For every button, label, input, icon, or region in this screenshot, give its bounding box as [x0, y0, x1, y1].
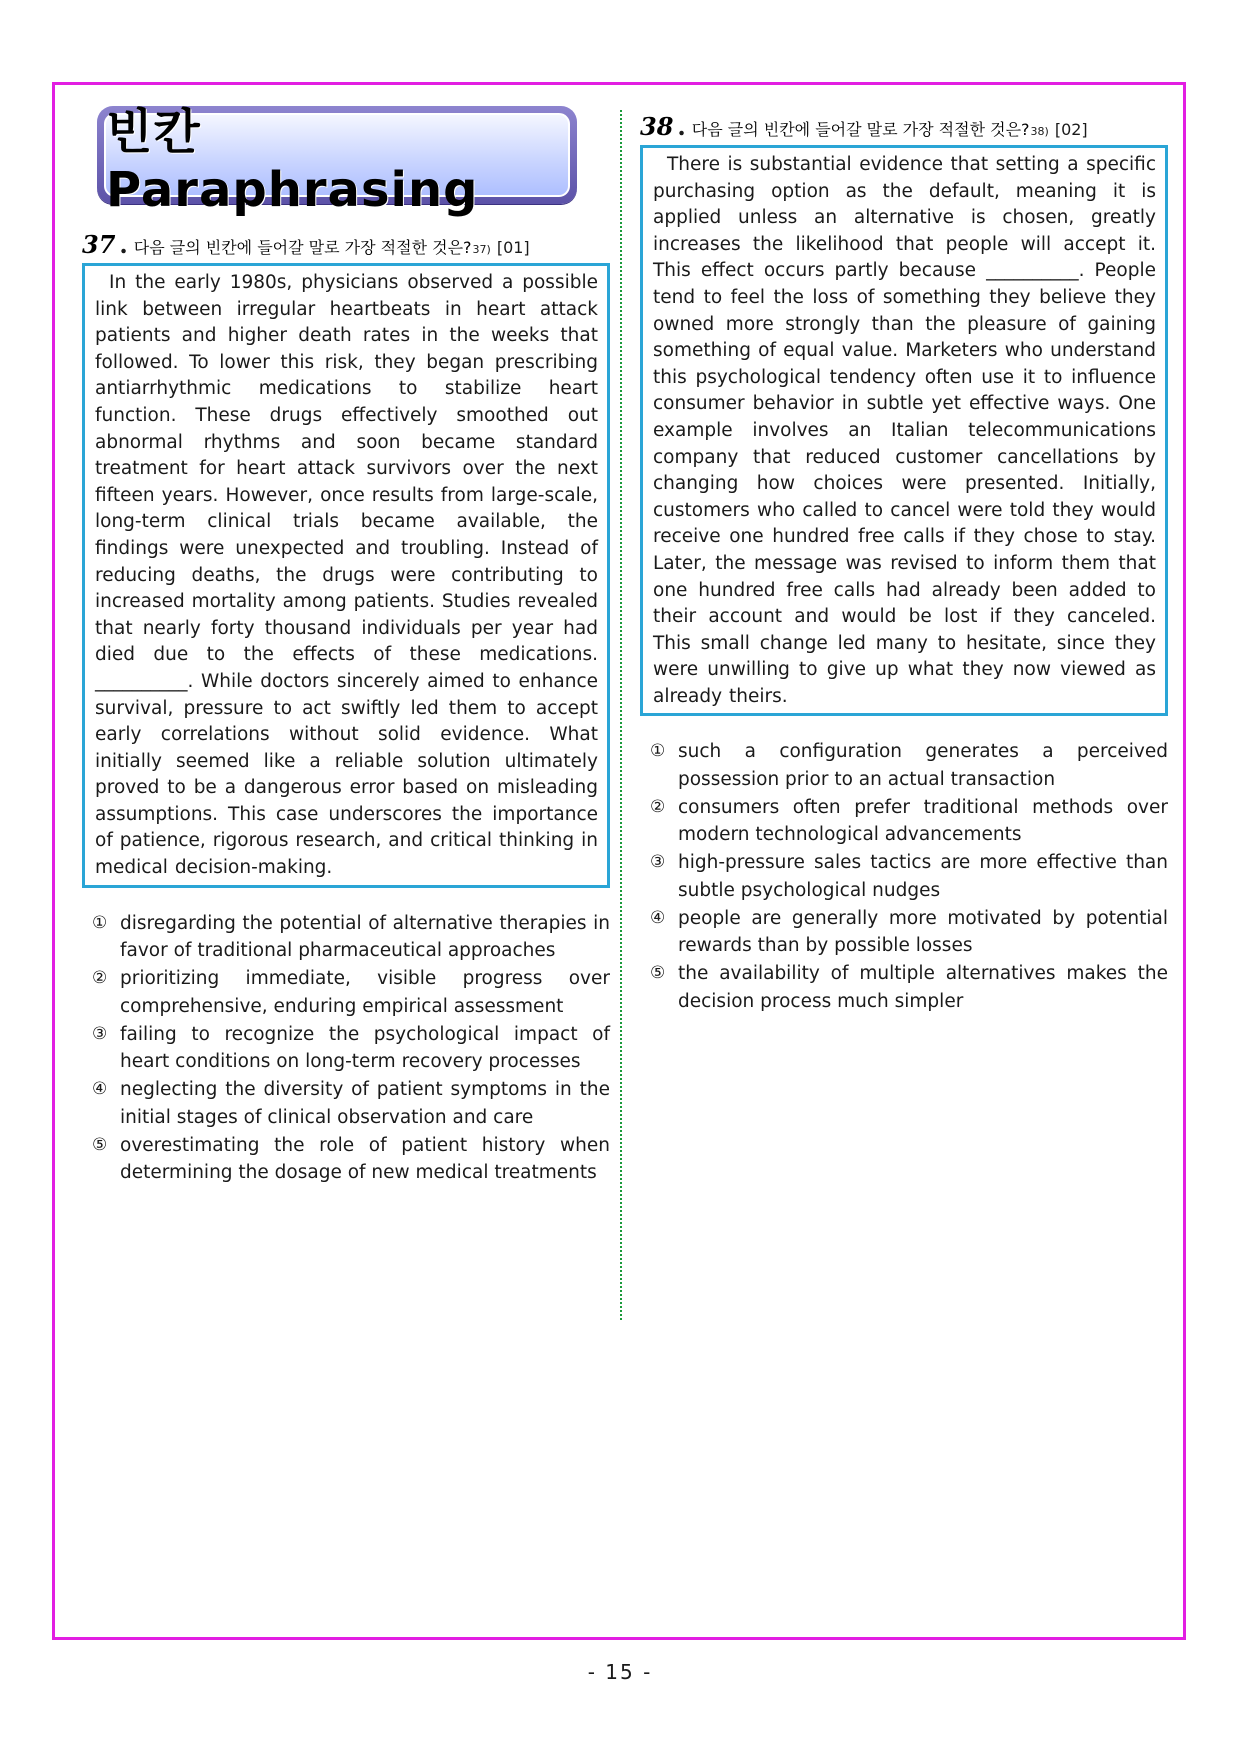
choice-item[interactable] [650, 905, 1168, 960]
choice-item[interactable] [650, 960, 1168, 1015]
question-38-footnote: 38) [1030, 125, 1049, 138]
choice-text: people are generally more motivated by potential rewards than by possible losses [678, 907, 1168, 957]
choice-item[interactable] [92, 1132, 610, 1187]
question-37-dot: . [119, 230, 128, 259]
choice-text: overestimating the role of patient history when determining the dosage of new medical treatments [120, 1134, 610, 1184]
choice-item[interactable] [92, 1076, 610, 1131]
choice-text: disregarding the potential of alternative therapies in favor of traditional pharmaceutical approaches [120, 912, 610, 962]
left-column [82, 103, 610, 1187]
question-37-number: 37 [82, 230, 116, 259]
choice-mark: ② [650, 796, 666, 817]
question-38-prompt: 다음 글의 빈칸에 들어갈 말로 가장 적절한 것은? [691, 120, 1030, 139]
choice-mark: ⑤ [650, 963, 666, 984]
choice-mark: ① [92, 912, 108, 933]
choice-mark: ① [650, 741, 666, 762]
choice-text: consumers often prefer traditional methods over modern technological advancements [678, 796, 1168, 846]
choice-mark: ⑤ [92, 1134, 108, 1155]
question-37-choices [82, 910, 610, 1187]
choice-item[interactable] [650, 849, 1168, 904]
choice-item[interactable] [650, 738, 1168, 793]
question-37-footnote: 37) [472, 243, 491, 256]
question-38-dot: . [677, 112, 686, 141]
choice-item[interactable] [92, 910, 610, 965]
choice-text: high-pressure sales tactics are more effective than subtle psychological nudges [678, 852, 1168, 901]
question-37-passage-box [82, 263, 610, 888]
question-38-number: 38 [640, 112, 674, 141]
choice-mark: ④ [650, 907, 666, 928]
choice-mark: ② [92, 968, 108, 989]
right-column [640, 112, 1168, 1016]
question-38-code: [02] [1054, 120, 1088, 139]
page-number: - 15 - [587, 1660, 653, 1684]
choice-item[interactable] [92, 965, 610, 1020]
choice-mark: ③ [92, 1023, 108, 1044]
choice-text: prioritizing immediate, visible progress over comprehensive, enduring empirical assessment [120, 968, 610, 1017]
question-38-choices [640, 738, 1168, 1015]
choice-text: the availability of multiple alternatives makes the decision process much simpler [678, 963, 1168, 1012]
question-37-prompt: 다음 글의 빈칸에 들어갈 말로 가장 적절한 것은? [133, 238, 472, 257]
choice-item[interactable] [92, 1021, 610, 1076]
choice-text: failing to recognize the psychological impact of heart conditions on long-term recovery processes [120, 1023, 610, 1073]
question-37-passage: In the early 1980s, physicians observed a possible link between irregular heartbeats in heart attack patients and higher death rates in the weeks that followed. To lower this risk, they began prescribing antiarrhythmic medications to stabilize heart function. These drugs effectively smoothed out abnormal rhythms and soon became standard treatment for heart attack survivors over the next fifteen years. However, once results from large-scale, long-term clinical trials became available, the findings were unexpected and troubling. Instead of reducing deaths, the drugs were contributing to increased mortality among patients. Studies revealed that nearly forty thousand individuals per year had died due to the effects of these medications. __________. While doctors sincerely aimed to enhance survival, pressure to act swiftly led them to accept early correlations without solid evidence. What initially seemed like a reliable solution ultimately proved to be a dangerous error based on misleading assumptions. This case underscores the importance of patience, rigorous research, and critical thinking in medical decision-making. [95, 272, 598, 879]
question-38-passage: There is substantial evidence that setting a specific purchasing option as the default, meaning it is applied unless an alternative is chosen, greatly increases the likelihood that people will accept it. This effect occurs partly because __________. People tend to feel the loss of something they believe they owned more strongly than the pleasure of gaining something of equal value. Marketers who understand this psychological tendency often use it to influence consumer behavior in subtle yet effective ways. One example involves an Italian telecommunications company that reduced customer cancellations by changing how choices were presented. Initially, customers who called to cancel were told they would receive one hundred free calls if they chose to stay. Later, the message was revised to inform them that one hundred free calls had already been added to their account and would be lost if they canceled. This small change led many to hesitate, since they were unwilling to give up what they now viewed as already theirs. [653, 154, 1156, 707]
question-38-header [640, 112, 1168, 141]
section-title-inner [104, 103, 570, 218]
column-divider [620, 110, 622, 1320]
choice-mark: ③ [650, 852, 666, 873]
question-37-code: [01] [496, 238, 530, 257]
question-38-passage-box [640, 145, 1168, 716]
choice-item[interactable] [650, 794, 1168, 849]
choice-text: neglecting the diversity of patient symptoms in the initial stages of clinical observation and care [120, 1079, 610, 1128]
choice-mark: ④ [92, 1079, 108, 1100]
question-37-header [82, 230, 610, 259]
section-title: 빈칸 Paraphrasing [106, 103, 479, 218]
choice-text: such a configuration generates a perceived possession prior to an actual transaction [678, 741, 1168, 790]
section-title-plate [97, 103, 577, 218]
